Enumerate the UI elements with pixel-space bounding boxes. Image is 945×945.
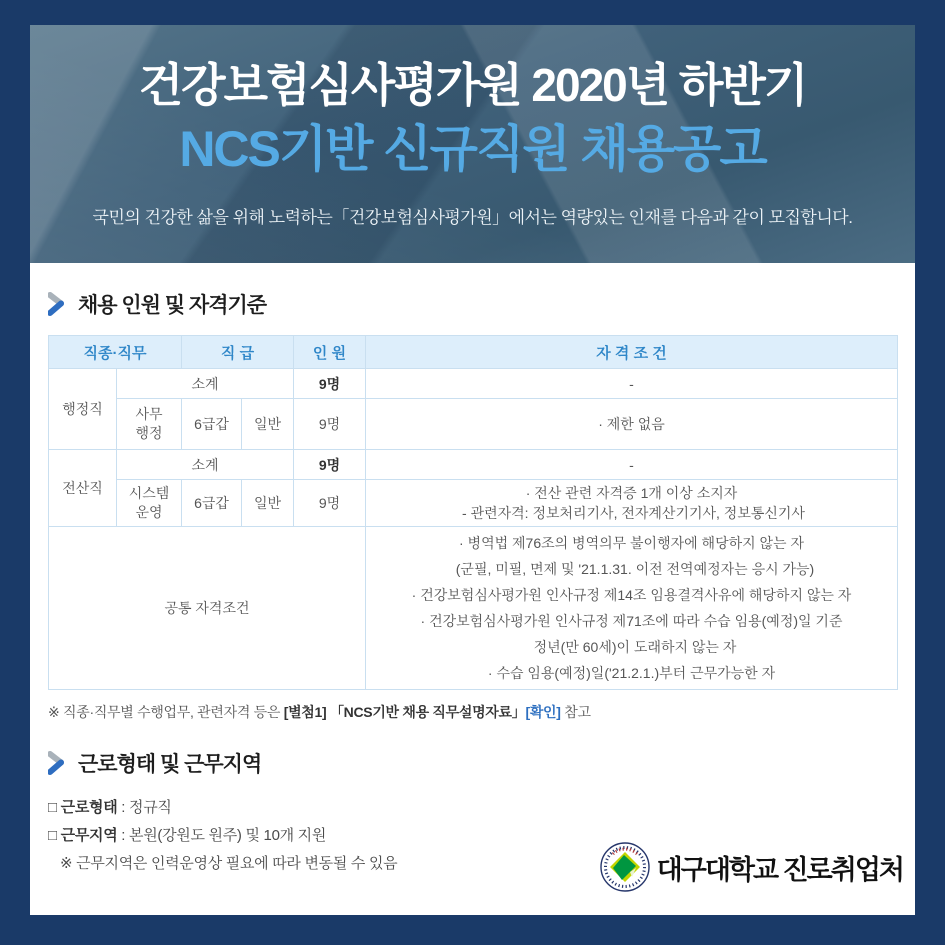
col-header-count: 인 원 [294, 336, 366, 369]
cell-admin-subtotal-qual: - [366, 369, 898, 399]
square-bullet-icon: □ [48, 827, 61, 844]
common-qual-line: · 병역법 제76조의 병역의무 불이행자에 해당하지 않는 자 [459, 535, 804, 551]
cell-admin-qualification: · 제한 없음 [366, 399, 898, 450]
col-header-job: 직종·직무 [49, 336, 182, 369]
chevron-right-icon [48, 292, 68, 316]
content-area [30, 263, 915, 915]
table-row-common [49, 527, 898, 690]
cell-admin-subtotal-count: 9명 [294, 369, 366, 399]
cell-it-duty-line2: 운영 [135, 504, 163, 520]
item-separator: : [117, 827, 130, 844]
square-bullet-icon: □ [48, 799, 61, 816]
cell-it-subtotal-label: 소계 [117, 450, 294, 480]
banner-subtitle: 국민의 건강한 삶을 위해 노력하는「건강보험심사평가원」에서는 역량있는 인재를 다음과 같이 모집합니다. [92, 208, 853, 228]
logo-text: 대구대학교 진로취업처 [656, 854, 903, 885]
cell-it-category: 전산직 [49, 450, 117, 527]
item-employment-type [48, 794, 915, 822]
chevron-right-icon [48, 751, 68, 775]
table-row-it-detail [49, 480, 898, 527]
common-qual-line: 정년(만 60세)이 도래하지 않는 자 [533, 639, 737, 655]
cell-it-qualification [366, 480, 898, 527]
university-emblem-icon [599, 841, 651, 893]
item-value: 본원(강원도 원주) 및 10개 지원 [129, 827, 327, 844]
cell-it-type: 일반 [242, 480, 294, 527]
common-qual-line: · 수습 임용(예정)일('21.2.1.)부터 근무가능한 자 [487, 665, 776, 681]
banner-title-line2: NCS기반 신규직원 채용공고 [179, 121, 766, 178]
col-header-qualification: 자 격 조 건 [366, 336, 898, 369]
cell-it-qual-line2: - 관련자격: 정보처리기사, 전자계산기기사, 정보통신기사 [462, 505, 805, 521]
table-row-admin-subtotal [49, 369, 898, 399]
cell-it-count: 9명 [294, 480, 366, 527]
recruitment-table [48, 335, 898, 690]
daegu-university-logo [599, 841, 903, 893]
confirm-link[interactable]: [확인] [525, 704, 561, 720]
section-header-work-conditions [48, 748, 915, 778]
item-value: 정규직 [129, 799, 172, 816]
work-location-note: ※ 근무지역은 인력운영상 필요에 따라 변동될 수 있음 [60, 855, 398, 872]
section-title: 근로형태 및 근무지역 [78, 753, 262, 776]
cell-it-qual-line1: · 전산 관련 자격증 1개 이상 소지자 [525, 485, 738, 501]
cell-admin-subtotal-label: 소계 [117, 369, 294, 399]
cell-admin-category: 행정직 [49, 369, 117, 450]
cell-it-duty [117, 480, 182, 527]
footnote-suffix: 참고 [560, 704, 591, 720]
table-footnote [48, 702, 915, 722]
section-title: 채용 인원 및 자격기준 [78, 294, 267, 317]
cell-admin-duty [117, 399, 182, 450]
cell-it-grade: 6급갑 [182, 480, 242, 527]
common-qual-line: · 건강보험심사평가원 인사규정 제71조에 따라 수습 임용(예정)일 기준 [420, 613, 843, 629]
cell-admin-duty-line2: 행정 [135, 425, 163, 441]
cell-common-label: 공통 자격조건 [49, 527, 366, 690]
cell-it-subtotal-qual: - [366, 450, 898, 480]
item-label: 근로형태 [60, 799, 118, 816]
footnote-prefix: ※ 직종·직무별 수행업무, 관련자격 등은 [48, 704, 284, 720]
col-header-grade: 직 급 [182, 336, 294, 369]
table-row-admin-detail [49, 399, 898, 450]
cell-admin-grade: 6급갑 [182, 399, 242, 450]
footnote-doc-title: 「NCS기반 채용 직무설명자료」 [326, 704, 526, 720]
banner-title-line1: 건강보험심사평가원 2020년 하반기 [138, 58, 807, 111]
common-qual-line: (군필, 미필, 면제 및 '21.1.31. 이전 전역예정자는 응시 가능) [455, 561, 815, 577]
banner-image [30, 25, 915, 263]
cell-admin-type: 일반 [242, 399, 294, 450]
cell-it-duty-line1: 시스템 [128, 485, 170, 502]
cell-it-subtotal-count: 9명 [294, 450, 366, 480]
footnote-attachment-ref: [별첨1] [283, 704, 327, 720]
cell-common-qualifications [366, 527, 898, 690]
table-row-it-subtotal [49, 450, 898, 480]
common-qual-line: · 건강보험심사평가원 인사규정 제14조 임용결격사유에 해당하지 않는 자 [411, 587, 852, 603]
table-header-row [49, 336, 898, 369]
cell-admin-count: 9명 [294, 399, 366, 450]
section-header-recruitment [48, 263, 915, 319]
item-label: 근무지역 [60, 827, 118, 844]
cell-admin-duty-line1: 사무 [135, 406, 163, 423]
item-separator: : [117, 799, 130, 816]
